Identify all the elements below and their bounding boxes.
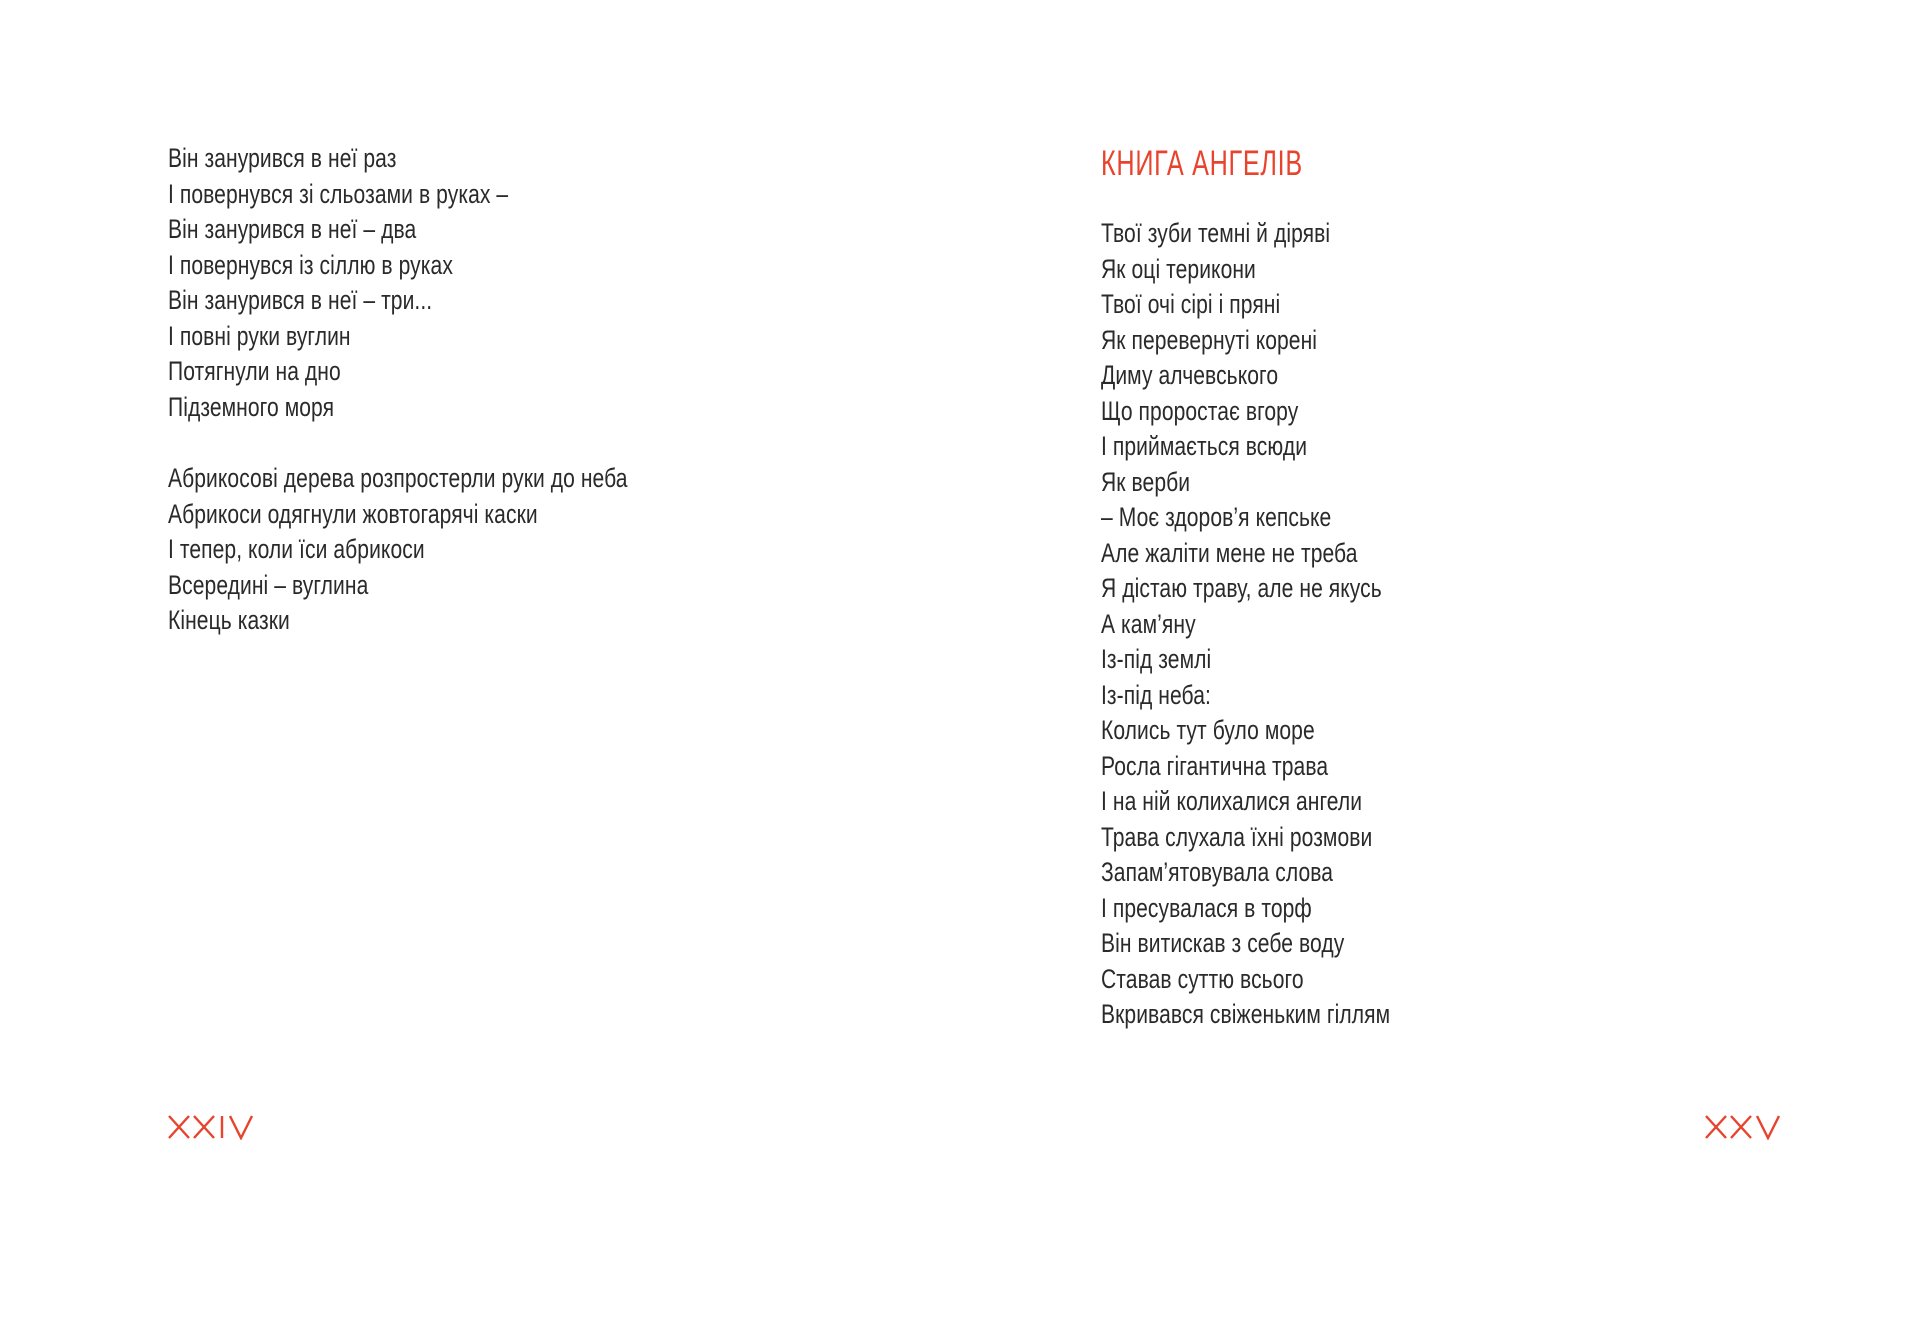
poem-line: Що проростає вгору — [1101, 395, 1299, 426]
stanza-2 — [168, 461, 757, 639]
poem-line: Я дістаю траву, але не якусь — [1101, 573, 1382, 603]
chapter-title: КНИГА АНГЕЛІВ — [1101, 144, 1303, 183]
poem-line: Запам’ятовувала слова — [1101, 857, 1334, 887]
poem-line: Всередині – вуглина — [168, 569, 369, 600]
poem-line: І повні руки вуглин — [168, 320, 351, 351]
poem-line: Але жаліти мене не треба — [1101, 537, 1358, 568]
poem-line: Твої очі сірі і пряні — [1101, 289, 1281, 319]
poem-line: Абрикосові дерева розпростерли руки до неба — [168, 463, 628, 493]
stanza-1 — [168, 141, 757, 425]
poem-line: Росла гігантична трава — [1101, 750, 1329, 781]
poem-line: Із-під землі — [1101, 644, 1212, 674]
poem-line: І пресувалася в торф — [1101, 892, 1312, 923]
poem-line: І тепер, коли їси абрикоси — [168, 534, 425, 564]
poem-line: Колись тут було море — [1101, 715, 1315, 745]
right-poem — [1101, 216, 1472, 1069]
poem-line: Він занурився в неї – три... — [168, 285, 433, 315]
poem-line: Абрикоси одягнули жовтогарячі каски — [168, 498, 538, 529]
poem-line: Із-під неба: — [1101, 679, 1211, 710]
left-poem — [168, 141, 757, 675]
poem-line: Він витискав з себе воду — [1101, 928, 1345, 958]
poem-line: Твої зуби темні й діряві — [1101, 218, 1331, 248]
poem-line: І на ній колихалися ангели — [1101, 786, 1363, 816]
page-number-left — [168, 1114, 268, 1142]
poem-line: Диму алчевського — [1101, 360, 1279, 390]
poem-line: Ставав суттю всього — [1101, 963, 1304, 994]
page-number-right — [1705, 1114, 1791, 1142]
poem-line: Як перевернуті корені — [1101, 324, 1318, 355]
poem-line: Підземного моря — [168, 391, 335, 422]
stanza-1 — [1101, 216, 1472, 1033]
page-number-left-glyphs — [168, 1114, 268, 1140]
poem-line: І повернувся зі сльозами в руках – — [168, 178, 509, 209]
poem-line: І повернувся із сіллю в руках — [168, 249, 453, 280]
poem-line: Він занурився в неї раз — [168, 143, 397, 173]
poem-line: І приймається всюди — [1101, 431, 1308, 461]
poem-line: Кінець казки — [168, 605, 290, 635]
poem-line: Потягнули на дно — [168, 356, 341, 386]
poem-line: Він занурився в неї – два — [168, 214, 417, 244]
page-number-right-glyphs — [1705, 1114, 1791, 1140]
poem-line: Трава слухала їхні розмови — [1101, 821, 1373, 852]
poem-line: Як оці терикони — [1101, 253, 1256, 284]
poem-line: Як верби — [1101, 466, 1191, 497]
right-page — [960, 0, 1920, 1326]
poem-line: А кам’яну — [1101, 608, 1196, 639]
poem-line: Вкривався свіженьким гіллям — [1101, 999, 1391, 1029]
poem-line: – Моє здоров’я кепське — [1101, 502, 1332, 532]
